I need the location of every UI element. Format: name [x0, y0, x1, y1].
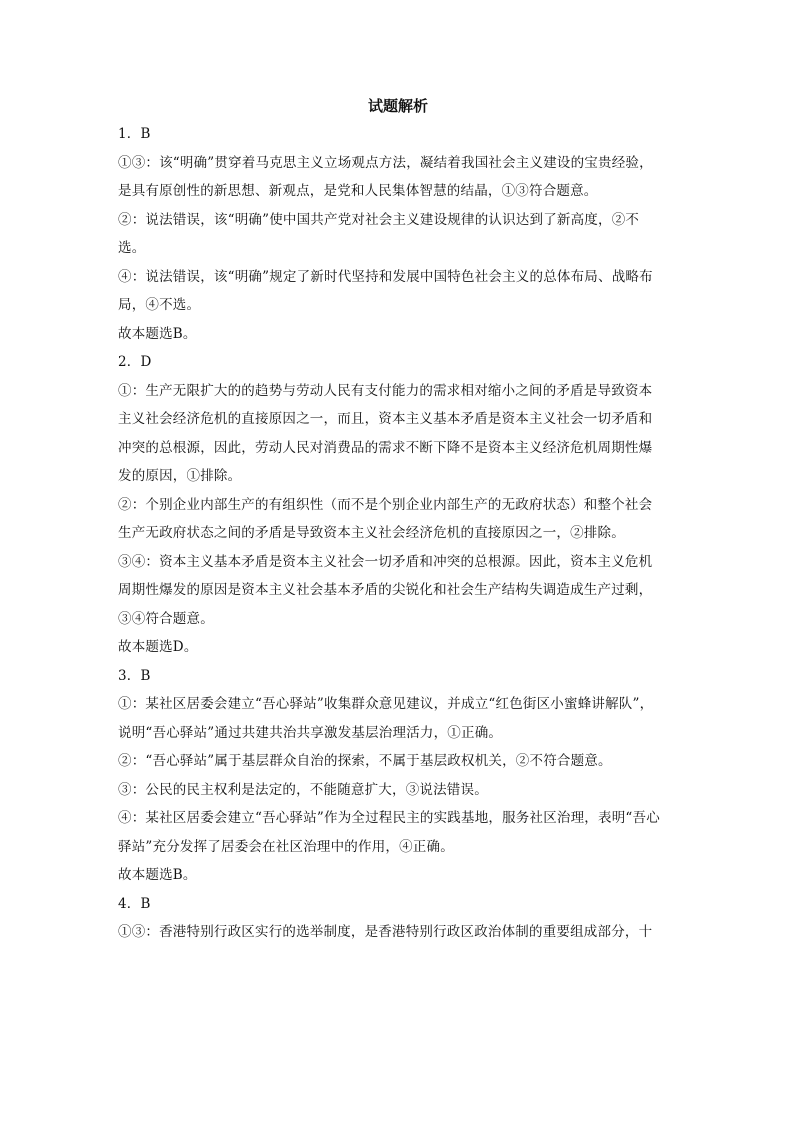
- text-line: ②：说法错误，该“明确”使中国共产党对社会主义建设规律的认识达到了新高度，②不: [118, 211, 640, 228]
- text-line: 生产无政府状态之间的矛盾是导致资本主义社会经济危机的直接原因之一，②排除。: [118, 525, 625, 541]
- text-line: 周期性爆发的原因是资本主义社会基本矛盾的尖锐化和社会生产结构失调造成生产过剩，: [118, 582, 653, 598]
- text-line: 4．B: [118, 895, 151, 912]
- analysis-body: [118, 124, 678, 942]
- text-line: 发的原因，①排除。: [118, 468, 242, 484]
- text-line: ①：某社区居委会建立“吾心驿站”收集群众意见建议，并成立“红色街区小蜜蜂讲解队”，: [118, 696, 654, 712]
- text-line: ③④符合题意。: [118, 610, 214, 627]
- text-line: 说明“吾心驿站”通过共建共治共享激发基层治理活力，①正确。: [118, 724, 503, 741]
- text-line: 故本题选B。: [118, 325, 197, 342]
- text-line: 选。: [118, 240, 146, 256]
- text-line: ④：说法错误，该“明确”规定了新时代坚持和发展中国特色社会主义的总体布局、战略布: [118, 268, 653, 285]
- text-line: ③④：资本主义基本矛盾是资本主义社会一切矛盾和冲突的总根源。因此，资本主义危机: [118, 553, 653, 570]
- answer-analysis-page: [118, 96, 678, 951]
- text-line: ①：生产无限扩大的的趋势与劳动人民有支付能力的需求相对缩小之间的矛盾是导致资本: [118, 382, 653, 399]
- text-line: ②：个别企业内部生产的有组织性（而不是个别企业内部生产的无政府状态）和整个社会: [118, 496, 653, 513]
- text-line: 是具有原创性的新思想、新观点，是党和人民集体智慧的结晶，①③符合题意。: [118, 183, 598, 199]
- text-line: 冲突的总根源，因此，劳动人民对消费品的需求不断下降不是资本主义经济危机周期性爆: [118, 439, 653, 456]
- text-line: 3．B: [118, 667, 151, 684]
- text-line: ④：某社区居委会建立“吾心驿站”作为全过程民主的实践基地，服务社区治理，表明“吾心: [118, 810, 660, 826]
- text-line: 故本题选D。: [118, 639, 198, 655]
- text-line: 1．B: [118, 126, 151, 142]
- text-line: ①③：香港特别行政区实行的选举制度，是香港特别行政区政治体制的重要组成部分，十: [118, 924, 653, 940]
- text-line: 主义社会经济危机的直接原因之一，而且，资本主义基本矛盾是资本主义社会一切矛盾和: [118, 411, 653, 427]
- text-line: 驿站”充分发挥了居委会在社区治理中的作用，④正确。: [118, 838, 454, 855]
- text-line: ②：“吾心驿站”属于基层群众自治的探索，不属于基层政权机关，②不符合题意。: [118, 753, 612, 769]
- text-line: 局，④不选。: [118, 297, 201, 313]
- text-line: 故本题选B。: [118, 867, 197, 883]
- text-line: ③：公民的民主权利是法定的，不能随意扩大，③说法错误。: [118, 781, 488, 798]
- text-line: ①③：该“明确”贯穿着马克思主义立场观点方法，凝结着我国社会主义建设的宝贵经验，: [118, 154, 653, 171]
- text-line: 2．D: [118, 354, 152, 370]
- page-title: 试题解析: [367, 97, 428, 115]
